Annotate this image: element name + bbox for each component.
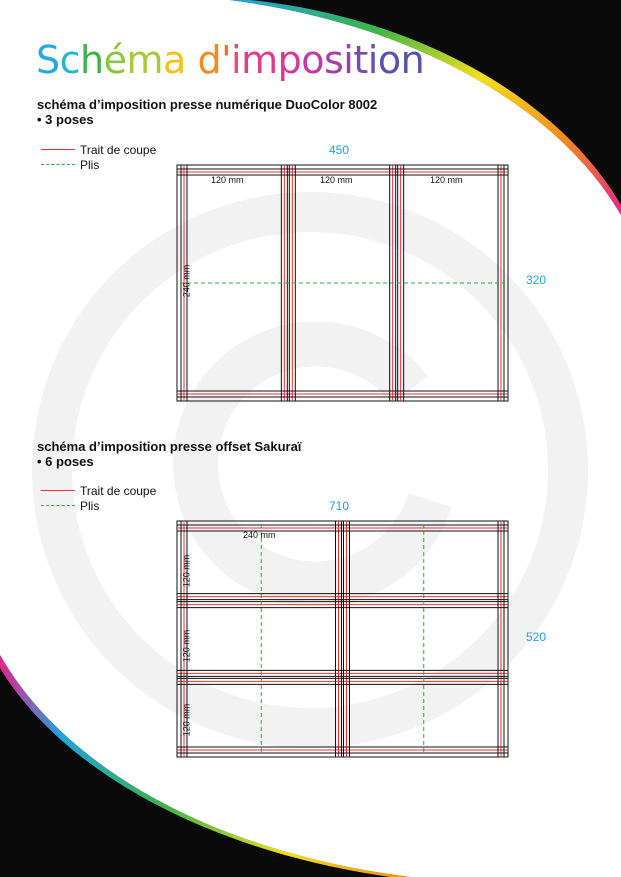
section2-title: schéma d’imposition presse offset Sakuraï bbox=[37, 439, 302, 454]
fold-line-swatch bbox=[41, 505, 75, 506]
title-letter: m bbox=[241, 38, 278, 82]
section1-col-label-2: 120 mm bbox=[320, 175, 353, 185]
title-letter: d bbox=[197, 38, 222, 82]
section2-row-label-2: 120 mm bbox=[181, 629, 192, 663]
title-letter: m bbox=[126, 38, 164, 82]
page-title bbox=[36, 36, 424, 84]
section1-heading bbox=[37, 97, 377, 127]
title-letter bbox=[186, 36, 198, 84]
title-letter: c bbox=[59, 38, 81, 82]
section2-width-label: 710 bbox=[329, 499, 350, 513]
title-letter: o bbox=[301, 38, 324, 82]
title-letter: é bbox=[103, 38, 127, 82]
title-letter: t bbox=[353, 38, 368, 82]
title-letter: s bbox=[323, 38, 344, 82]
legend-cut-row bbox=[41, 142, 156, 157]
section1-col-label-1: 120 mm bbox=[211, 175, 244, 185]
section2-legend bbox=[41, 483, 156, 513]
legend-fold-row bbox=[41, 498, 156, 513]
title-letter: i bbox=[367, 38, 378, 82]
section1-row-label: 240 mm bbox=[181, 264, 192, 298]
title-letter: h bbox=[80, 38, 104, 82]
section2-col-label: 240 mm bbox=[243, 530, 276, 540]
section2-row-label-1: 120 mm bbox=[181, 554, 192, 588]
section1-height-label: 320 bbox=[526, 273, 547, 287]
section2-sheet-diagram bbox=[176, 520, 509, 758]
legend-fold-row bbox=[41, 157, 156, 172]
title-letter: S bbox=[36, 38, 60, 82]
section1-sheet-diagram bbox=[176, 164, 509, 402]
cut-line-swatch bbox=[41, 149, 75, 150]
title-letter: a bbox=[163, 38, 186, 82]
title-letter: p bbox=[277, 38, 302, 82]
legend-fold-label: Plis bbox=[80, 157, 100, 172]
section2-poses: • 6 poses bbox=[37, 454, 94, 469]
title-letter: n bbox=[400, 38, 425, 82]
section2-height-label: 520 bbox=[526, 630, 547, 644]
section1-width-label: 450 bbox=[329, 143, 350, 157]
fold-line-swatch bbox=[41, 164, 75, 165]
section1-col-label-3: 120 mm bbox=[430, 175, 463, 185]
section1-poses: • 3 poses bbox=[37, 112, 94, 127]
title-letter: ' bbox=[221, 38, 232, 82]
legend-fold-label: Plis bbox=[80, 498, 100, 513]
title-letter: i bbox=[343, 38, 354, 82]
cut-line-swatch bbox=[41, 490, 75, 491]
section1-title: schéma d’imposition presse numérique DuoColor 8002 bbox=[37, 97, 378, 112]
section2-heading bbox=[37, 439, 301, 469]
title-letter: o bbox=[377, 38, 401, 82]
title-letter: i bbox=[231, 38, 242, 82]
section1-legend bbox=[41, 142, 156, 172]
sheet-border bbox=[177, 521, 508, 757]
legend-cut-label: Trait de coupe bbox=[80, 483, 157, 498]
legend-cut-label: Trait de coupe bbox=[80, 142, 157, 157]
section2-row-label-3: 120 mm bbox=[181, 703, 192, 737]
legend-cut-row bbox=[41, 483, 156, 498]
